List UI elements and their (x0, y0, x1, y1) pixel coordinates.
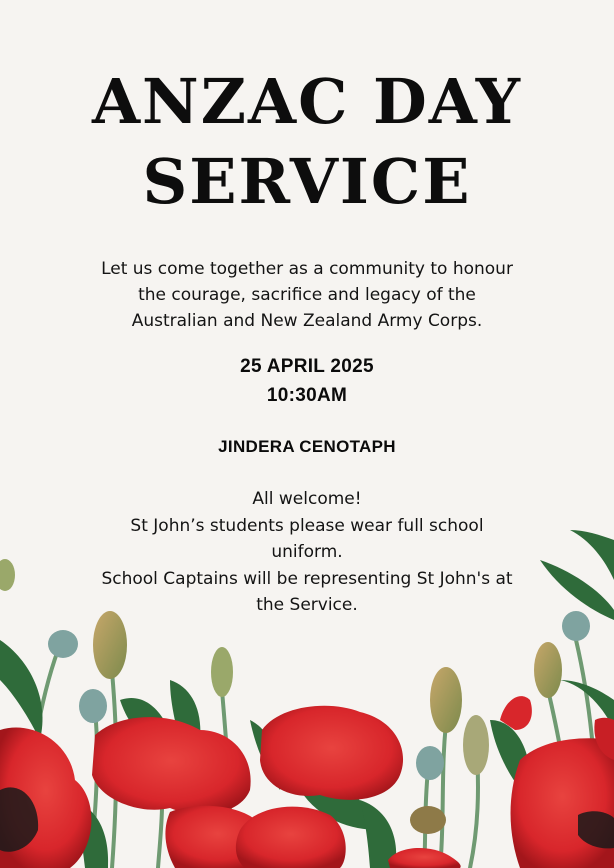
title-line-2: SERVICE (142, 145, 472, 218)
title-line-1: ANZAC DAY (91, 65, 523, 138)
intro-line: Let us come together as a community to honour (101, 259, 513, 279)
notice-line: uniform. (271, 542, 343, 562)
event-date: 25 APRIL 2025 (240, 356, 374, 377)
notice-line: All welcome! (252, 489, 362, 509)
intro-line: Australian and New Zealand Army Corps. (131, 311, 483, 331)
notice-line: School Captains will be representing St John's at (101, 568, 513, 589)
notice-line: St John’s students please wear full school (130, 515, 484, 536)
event-venue: JINDERA CENOTAPH (218, 437, 396, 456)
notice-line: the Service. (256, 595, 358, 615)
event-time: 10:30AM (266, 385, 348, 406)
intro-line: the courage, sacrifice and legacy of the (138, 285, 476, 305)
